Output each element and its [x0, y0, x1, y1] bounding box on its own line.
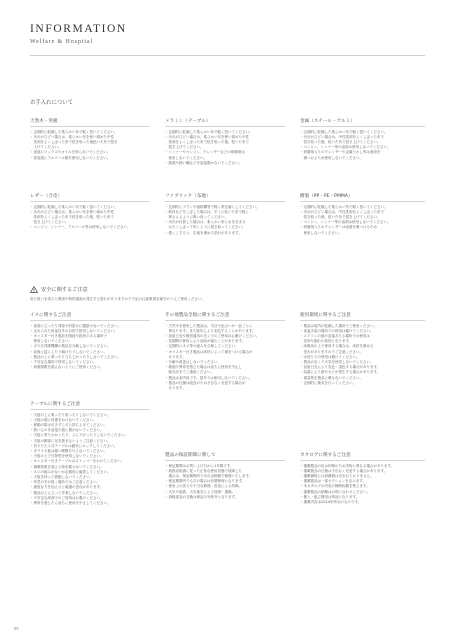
safety-column-title: 製品の保証期間に関して — [165, 453, 216, 458]
list-item: ・重量物を製品に載せないでください。 — [300, 375, 363, 380]
safety-list — [300, 464, 425, 506]
care-column-title: レザー（合皮） — [30, 194, 63, 199]
list-item: ・汚れがひどい場合は、中性洗剤をよくしぼった布で — [300, 209, 384, 214]
list-item: 押さえるように吸い取ってください。 — [165, 214, 228, 219]
list-item: ・移動の際は引きずらずに持ち上げてください。 — [30, 422, 107, 427]
safety-column-title: その他製品全般に関するご注意 — [165, 313, 230, 318]
list-item: ・飲料などをこぼした場合は、すぐに乾いた布で軽く — [165, 209, 249, 214]
list-item: ・汚れがひどい場合は、中性洗剤をよくしぼった布で — [300, 134, 384, 139]
list-item: ・熱いものを直接天板に置かないでください。 — [30, 428, 104, 433]
list-item: ・天板の脚部に足を挟まないようご注意ください。 — [30, 438, 111, 443]
list-item: ・天板の端に体重をかけないでください。 — [30, 417, 97, 422]
list-item: ・結露により錆やカビが発生する場合があります。 — [300, 370, 381, 375]
care-column-wood — [30, 118, 150, 161]
list-item: 販売店までご連絡ください。 — [165, 370, 214, 375]
list-item: ・キャスター付き製品は床材によって傷をつける場合が — [165, 349, 253, 354]
list-item: 傷つけるため使用しないでください。 — [300, 155, 363, 160]
list-item: ・定期的にネジ等の緩みを点検してください。 — [165, 344, 239, 349]
list-item: ・異常を感じたら直ちに使用を中止してください。 — [30, 500, 111, 505]
list-item: ・天板に寄りかかったり、ぶら下がったりしないでください。 — [30, 433, 128, 438]
list-item: ・天板の上で刃物等を使用しないでください。 — [30, 454, 104, 459]
list-item: 洗剤をよくしぼった布で拭き取った後、乾いた布で — [30, 214, 114, 219]
care-column-title: 樹脂（PP・PE・PMMA） — [300, 194, 353, 199]
safety-note: 取り扱いを誤ると傷害や物的損害が発生する恐れがありますので下記の注意事項を厳守のうえご使用ください。 — [30, 297, 205, 301]
list-item: ・表面にワックスやオイルを塗らないでください。 — [30, 150, 111, 155]
list-item: ・高温多湿の場所での使用は避けてください。 — [300, 328, 374, 333]
safety-column-title: テーブルに関するご注意 — [30, 402, 81, 407]
list-item: ・座面に立ったり背座や肘掛けに腰掛けないでください。 — [30, 323, 121, 328]
list-item: 恐れがありますのでご注意ください。 — [300, 349, 363, 354]
list-item: ・不安定な床面でのご使用はお避けください。 — [30, 495, 104, 500]
list-item: ・消耗部品の交換は保証の対象外となります。 — [165, 494, 239, 499]
header-divider — [30, 55, 425, 56]
column-divider — [300, 201, 425, 202]
list-item: ・ネジの緩みがないか定期的に確認してください。 — [30, 469, 111, 474]
list-item: ・定期的に乾燥した柔らかい布で軽く拭いてください。 — [165, 129, 253, 134]
column-divider — [300, 460, 425, 461]
list-item: ・使用上の誤りや不当な修理・改造による故障。 — [165, 484, 242, 489]
safety-list — [165, 464, 285, 500]
safety-column-general — [165, 312, 285, 391]
page-title: INFORMATION — [30, 23, 127, 35]
care-column-title: 金属（スチール・アルミ） — [300, 119, 355, 124]
column-divider — [30, 126, 150, 127]
list-item: ・汚れが付着した場合は、柔らかい布に水を含ませ — [165, 220, 246, 225]
list-item: 洗剤をよくしぼった布で拭き取った後、乾いた布で — [165, 139, 249, 144]
list-item: ・天然木を使用した製品は、木目や色合いが一品ごとに — [165, 323, 253, 328]
list-item: ・ベンジン、シンナー、アルコール等は使用しないでください。 — [30, 225, 131, 230]
list-item: ・定期的に乾燥した柔らかい布で軽く拭いてください。 — [300, 129, 388, 134]
list-item: ・掲載製品の仕様は予告なく変更する場合があります。 — [300, 468, 388, 473]
list-item: ・製品の上に立って作業しないでください。 — [30, 490, 100, 495]
list-item: ・定期的にブラシや掃除機等で軽く埃を落としてください。 — [165, 204, 260, 209]
list-item: ・保証期間はお買い上げ日から1年間です。 — [165, 463, 234, 468]
list-item: ・ガス圧昇降機構の製品を分解しないでください。 — [30, 344, 111, 349]
list-item: ・定期的に乾燥した柔らかい布で軽く拭いてください。 — [300, 204, 388, 209]
warning-icon — [30, 286, 38, 293]
list-item: ・定期的に乾燥した柔らかい布で軽く拭いてください。 — [30, 204, 118, 209]
column-divider — [300, 126, 425, 127]
safety-list — [300, 324, 425, 386]
care-column-resin — [300, 193, 425, 236]
column-divider — [165, 460, 285, 461]
column-divider — [30, 409, 150, 410]
care-list — [165, 205, 285, 236]
list-item: ・直射日光や暖房器具の近くでのご使用はお避けください。 — [165, 333, 260, 338]
list-item: ・定期的に乾燥した柔らかい布で軽く拭いてください。 — [30, 129, 118, 134]
list-item: ・破損や異常を感じた場合は直ちに使用を中止し — [165, 365, 242, 370]
list-item: 使用しないでください。 — [300, 230, 342, 235]
list-item: ・火災や地震、天災地変による故障・損傷。 — [165, 489, 235, 494]
list-item: ・搬入・組立費用は別途となります。 — [300, 494, 360, 499]
list-item: ・キャスター付きテーブルはストッパーをかけてください。 — [30, 459, 125, 464]
list-item: ・研磨剤入りのクレンザーは表面を傷つけるため — [300, 225, 377, 230]
list-item: ・キャスター付き製品を階段や段差のある場所で — [30, 333, 107, 338]
safety-column-title: カタログに関するご注意 — [300, 453, 351, 458]
list-item: ・掲載内容は2024年時点のものです。 — [300, 499, 362, 504]
care-column-title: ファブリック（布地） — [165, 194, 211, 199]
list-item: ・ベンジン、シンナー等の溶剤は使用しないでください。 — [300, 220, 391, 225]
list-item: ・保証期間内でも次の場合は有償修理となります。 — [165, 479, 246, 484]
list-item: ・掲載製品の色は印刷のため実物と異なる場合があります。 — [300, 463, 395, 468]
list-item: ・製品の仕様は改良のため予告なく変更する場合が — [165, 380, 246, 385]
care-list — [165, 130, 285, 166]
list-item: 拭き上げてください。 — [165, 145, 204, 150]
list-item: ・前後に揺らしたり傾けたりしないでください。 — [30, 349, 107, 354]
column-divider — [30, 320, 150, 321]
safety-heading: 安全に関するご注意 — [41, 287, 88, 293]
list-item: ・ベンジン、シンナー等の溶剤は使用しないでください。 — [300, 145, 391, 150]
list-item: 場合は、保証期間内であれば無償で修理いたします。 — [165, 473, 253, 478]
safety-list — [165, 324, 285, 392]
list-item: あります。 — [165, 354, 186, 359]
care-column-leather — [30, 193, 150, 231]
care-heading: お手入れについて — [30, 100, 74, 106]
list-item: ・床暖房の上で使用する場合は、床材を傷める — [300, 344, 374, 349]
care-column-fabric — [165, 193, 285, 236]
list-item: ・分解や改造はしないでください。 — [165, 359, 221, 364]
safety-column-catalog — [300, 452, 425, 505]
list-item: かたくしぼって叩くように拭き取ってください。 — [165, 225, 246, 230]
list-item: ・掲載製品の納期はお問い合わせください。 — [300, 489, 370, 494]
list-item: ・熱湯や熱い鍋などを直接置かないでください。 — [165, 160, 242, 165]
list-item: ・製品は屋内の乾燥した場所でご使用ください。 — [300, 323, 377, 328]
list-item: ・天板を持って移動しないでください。 — [30, 474, 93, 479]
safety-column-title: イスに関するご注意 — [30, 313, 72, 318]
list-item: ・折りたたみ式テーブルは確実にロックしてください。 — [30, 443, 118, 448]
list-item: 使用しないでください。 — [30, 339, 72, 344]
care-column-title: メラミン（テーブル） — [165, 119, 211, 124]
list-item: ・長期間の使用により部品が緩むことがあります。 — [165, 339, 246, 344]
list-item: ・天板の上に乗ったり座ったりしないでください。 — [30, 412, 111, 417]
column-divider — [300, 320, 425, 321]
list-item: ・過度な力を加えると破損の恐れがあります。 — [30, 485, 104, 490]
safety-header — [30, 286, 88, 293]
list-item: ・研磨剤入りのクレンザーや金属たわし等は表面を — [300, 150, 381, 155]
list-item: ・直射日光により変色・退色する場合があります。 — [300, 365, 381, 370]
care-list — [300, 205, 425, 236]
list-item: ・水回りでの使用は避けてください。 — [300, 354, 360, 359]
list-item: ・定期的に換気を行ってください。 — [300, 380, 356, 385]
care-list — [300, 130, 425, 161]
list-item: ・ガラス天板は強い衝撃を与えないでください。 — [30, 448, 107, 453]
care-column-melamine — [165, 118, 285, 166]
list-item: ・汚れがひどい場合は、柔らかい布を使い薄めた中性 — [165, 134, 249, 139]
list-item: ・荷重制限を超えないようにご使用ください。 — [30, 365, 104, 370]
list-item: ・幼児の手が届く場所ではご注意ください。 — [30, 480, 100, 485]
page-number: 55 — [14, 626, 19, 631]
list-item: ・汚れがひどい場合は、柔らかい布を使い薄めた中性 — [30, 209, 114, 214]
care-list — [30, 130, 150, 161]
list-item: ・不安定な場所で使用しないでください。 — [30, 359, 97, 364]
care-column-title: 天然木・突板 — [30, 119, 58, 124]
list-item: ・シンナーやベンジン、クレンザーなどの研磨剤は — [165, 150, 245, 155]
safety-column-title: 使用環境に関するご注意 — [300, 313, 351, 318]
list-item: 変形や割れの原因となります。 — [300, 339, 353, 344]
column-divider — [165, 320, 285, 321]
page-subtitle: Welfare & Hospital — [30, 39, 94, 45]
list-item: ・積載荷重を超える物を載せないでください。 — [30, 464, 104, 469]
column-divider — [165, 126, 285, 127]
safety-column-environment — [300, 312, 425, 386]
list-item: 洗剤をよくしぼった布で拭き取った後乾いた布で拭き — [30, 139, 118, 144]
column-divider — [165, 201, 285, 202]
list-item: ・定められた用途以外の目的で使用しないでください。 — [30, 328, 118, 333]
list-item: ・掲載価格には消費税は含まれておりません。 — [300, 473, 374, 478]
column-divider — [30, 201, 150, 202]
list-item: 上げてください。 — [30, 145, 62, 150]
safety-list — [30, 413, 150, 507]
list-item: ・汚れがひどい場合は、柔らかい布を使い薄めた中性 — [30, 134, 114, 139]
list-item: ・製品は室内用です。屋外では使用しないでください。 — [165, 375, 253, 380]
safety-column-tables — [30, 401, 150, 506]
list-item: 拭き取った後、乾いた布で拭き上げてください。 — [300, 139, 381, 144]
safety-list — [30, 324, 150, 371]
safety-column-warranty — [165, 452, 285, 500]
list-item: 拭き上げてください。 — [30, 220, 69, 225]
care-column-metal — [300, 118, 425, 161]
list-item: ・塗装面にアルコール類を使用しないでください。 — [30, 155, 111, 160]
list-item: ・製品の近くで火気を使用しないでください。 — [300, 359, 374, 364]
list-item: 異なります。また経年により変色することがあります。 — [165, 328, 256, 333]
list-item: ・取扱説明書に従った正常な使用状態で故障した — [165, 468, 242, 473]
list-item: ・製品の上に乗ったり立ち上がったりしないでください。 — [30, 354, 121, 359]
care-list — [30, 205, 150, 231]
safety-column-chairs — [30, 312, 150, 370]
list-item: ・強くこすると、生地を傷める恐れがあります。 — [165, 230, 242, 235]
list-item: ・エアコンの風が直接あたる場所での使用は — [300, 333, 370, 338]
list-item: 使用しないでください。 — [165, 155, 207, 160]
list-item: 拭き取った後、乾いた布で拭き上げてください。 — [300, 214, 381, 219]
list-item: あります。 — [165, 385, 186, 390]
list-item: ・掲載製品は一部オプションを含みます。 — [300, 479, 366, 484]
list-item: ・本カタログの内容の無断転載を禁じます。 — [300, 484, 370, 489]
